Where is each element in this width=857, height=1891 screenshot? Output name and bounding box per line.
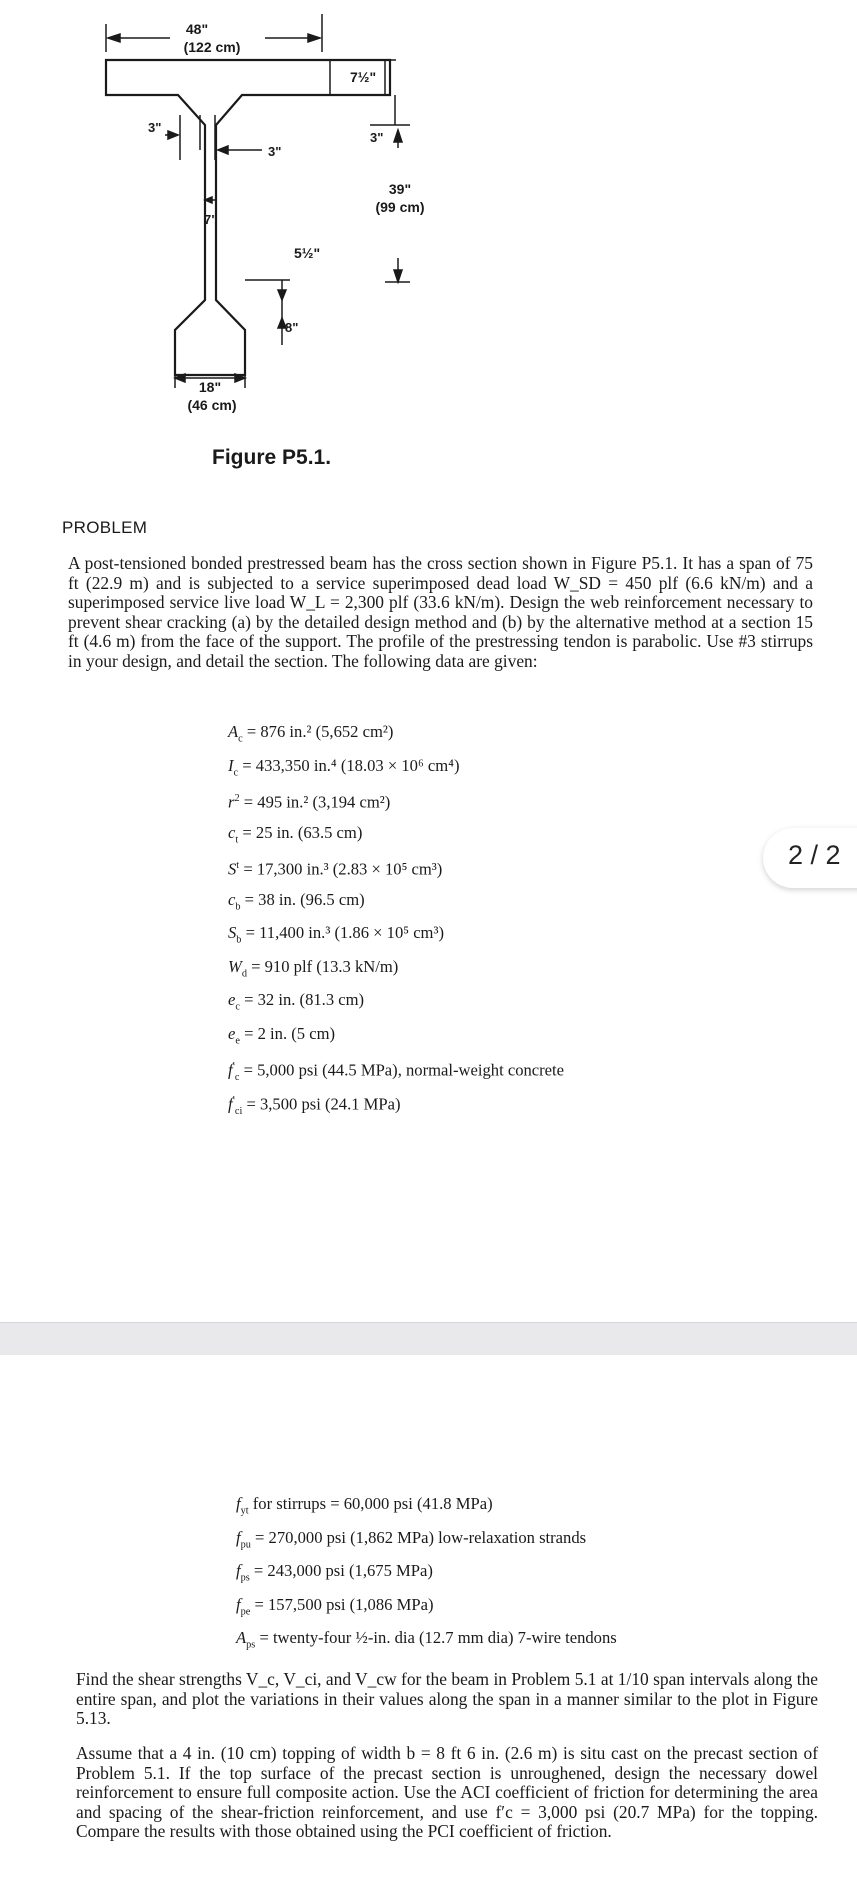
data-item-ac: $A_c = 876$ in.² (5,652 cm²) bbox=[228, 722, 394, 745]
dim-bottom-taper: 5½" bbox=[294, 245, 321, 261]
page-indicator-label: 2 / 2 bbox=[788, 840, 841, 870]
data-item-fc: $f'_c = 5,000$ psi (44.5 MPa), normal-weight concrete bbox=[228, 1060, 565, 1083]
data-item-fci: $f'_{ci} = 3,500$ psi (24.1 MPa) bbox=[228, 1094, 401, 1117]
data-item-fpe: $f_{pe} = 157,500$ psi (1,086 MPa) bbox=[236, 1594, 434, 1617]
dim-web-offset: 3" bbox=[268, 144, 282, 159]
problem-statement: A post-tensioned bonded prestressed beam has the cross section shown in Figure P5.1. It has a span of 75 ft (22.9 m) and is subjected to a service superimposed dead load W_SD = 450 plf (6.6 kN/m) and a superimposed service live load W_L = 2,300 plf (33.6 kN/m). Design the web reinforcement necessary to prevent shear cracking (a) by the detailed design method and (b) by the alternative method at a section 15 ft (4.6 m) from the face of the support. The profile of the prestressing tendon is parabolic. Use #3 stirrups in your design, and detail the section. The following data are given: bbox=[68, 553, 813, 671]
dim-web-height: 39" bbox=[388, 181, 412, 197]
figure-caption: Figure P5.1. bbox=[212, 446, 332, 469]
data-item-aps: $A_{ps}$ = twenty-four ½-in. dia (12.7 mm dia) 7-wire tendons bbox=[236, 1628, 617, 1651]
data-item-wd: $W_d = 910$ plf (13.3 kN/m) bbox=[228, 956, 399, 979]
data-item-cb: $c_b = 38$ in. (96.5 cm) bbox=[228, 889, 365, 912]
given-data-list bbox=[228, 722, 564, 1124]
data-item-r2: $r^2 = 495$ in.² (3,194 cm²) bbox=[228, 792, 391, 812]
dim-flange-width: 48" bbox=[185, 21, 209, 37]
dim-left-overhang: 3" bbox=[148, 120, 162, 135]
figure-p5-1 bbox=[0, 0, 857, 480]
page-indicator[interactable] bbox=[763, 828, 857, 888]
data-item-ct: $c_t = 25$ in. (63.5 cm) bbox=[228, 822, 363, 845]
problem-heading: PROBLEM bbox=[62, 518, 148, 537]
data-item-sb: $S_b = 11,400$ in.³ (1.86 × 10⁵ cm³) bbox=[228, 923, 444, 946]
dim-bottom-width: 18" bbox=[198, 379, 222, 395]
data-item-ee: $e_e = 2$ in. (5 cm) bbox=[228, 1023, 336, 1046]
dim-web-height-metric: (99 cm) bbox=[375, 199, 425, 215]
data-item-ic: $I_c = 433,350$ in.⁴ (18.03 × 10⁶ cm⁴) bbox=[228, 755, 460, 778]
dim-bottom-flange-thickness: 8" bbox=[285, 320, 299, 335]
given-data-list-continued bbox=[236, 1494, 617, 1662]
dim-flange-width-metric: (122 cm) bbox=[183, 39, 241, 55]
dim-taper-top: 3" bbox=[370, 130, 384, 145]
dim-bottom-width-metric: (46 cm) bbox=[187, 397, 237, 413]
dim-flange-thickness: 7½" bbox=[350, 69, 377, 85]
data-item-fyt: $f_{yt}$ for stirrups = 60,000 psi (41.8 MPa) bbox=[236, 1494, 493, 1517]
page-separator bbox=[0, 1322, 857, 1355]
data-item-fps: $f_{ps} = 243,000$ psi (1,675 MPa) bbox=[236, 1561, 433, 1584]
problem-5-2-text: Find the shear strengths V_c, V_ci, and V_cw for the beam in Problem 5.1 at 1/10 span intervals along the entire span, and plot the variations in their values along the span in a manner similar to the plot in Figure 5.13. bbox=[76, 1669, 818, 1729]
dim-web-width: 7" bbox=[204, 212, 218, 227]
problem-5-3-text: Assume that a 4 in. (10 cm) topping of width b = 8 ft 6 in. (2.6 m) is situ cast on the precast section of Problem 5.1. If the top surface of the precast section is unroughened, design the necessary dowel reinforcement to ensure full composite action. Use the ACI coefficient of friction for determining the area and spacing of the shear-friction reinforcement, and use f′c = 3,000 psi (20.7 MPa) for the topping. Compare the results with those obtained using the PCI coefficient of friction. bbox=[76, 1743, 818, 1842]
data-item-fpu: $f_{pu} = 270,000$ psi (1,862 MPa) low-relaxation strands bbox=[236, 1527, 587, 1550]
data-item-ec: $e_c = 32$ in. (81.3 cm) bbox=[228, 990, 365, 1013]
beam-cross-section bbox=[106, 60, 390, 375]
data-item-st: $S^t = 17,300$ in.³ (2.83 × 10⁵ cm³) bbox=[228, 859, 443, 879]
